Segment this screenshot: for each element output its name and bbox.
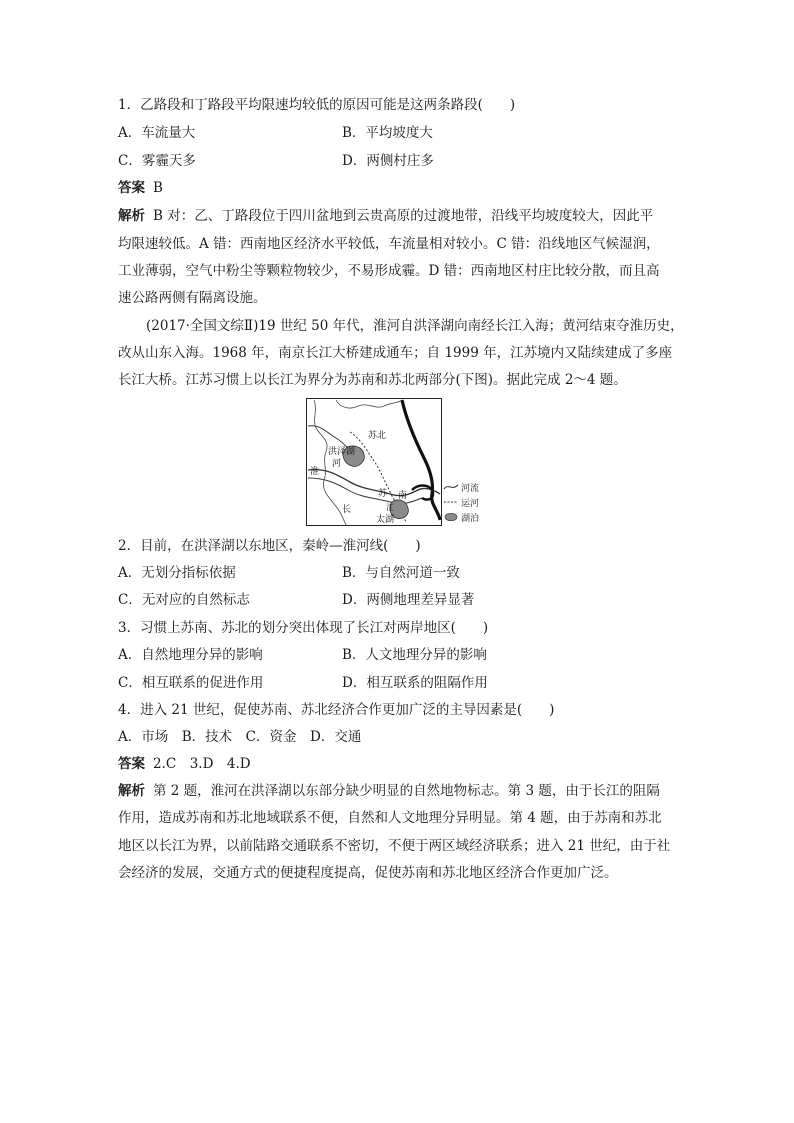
ans234-answer xyxy=(118,755,251,773)
q3-option-c: C．相互联系的促进作用 xyxy=(118,675,264,691)
q1-analysis-line-2: 均限速较低。A 错：西南地区经济水平较低，车流量相对较小。C 错：沿线地区气候湿润， xyxy=(118,236,660,252)
q1-option-c: C．雾霾天多 xyxy=(118,153,196,169)
legend-lake xyxy=(443,510,480,524)
ans234-analysis-line-2: 作用，造成苏南和苏北地域联系不便，自然和人文地理分异明显。第 4 题，由于苏南和苏北 xyxy=(118,810,662,826)
q1-answer xyxy=(118,179,163,197)
q1-option-d: D．两侧村庄多 xyxy=(342,153,434,169)
q3-stem: 3．习惯上苏南、苏北的划分突出体现了长江对两岸地区( ) xyxy=(118,620,489,636)
q3-option-b: B．人文地理分异的影响 xyxy=(342,647,487,663)
q1-analysis-line-3: 工业薄弱，空气中粉尘等颗粒物较少，不易形成霾。D 错：西南地区村庄比较分散，而且高 xyxy=(118,263,660,279)
passage-line-1: (2017·全国文综Ⅱ)19 世纪 50 年代，淮河自洪泽湖向南经长江入海；黄河结束夺淮历史， xyxy=(146,318,684,334)
passage-line-2: 改从山东入海。1968 年，南京长江大桥建成通车；自 1999 年，江苏境内又陆续建成了多座 xyxy=(118,345,673,361)
lake-symbol-icon xyxy=(443,511,459,523)
analysis-text: B 对：乙、丁路段位于四川盆地到云贵高原的过渡地带，沿线平均坡度较大，因此平 xyxy=(153,208,654,224)
q2-stem: 2．目前，在洪泽湖以东地区，秦岭—淮河线( ) xyxy=(118,538,421,554)
map-label-huai: 淮 xyxy=(310,467,320,477)
q1-analysis-line-1 xyxy=(118,207,653,225)
canal-symbol-icon xyxy=(443,497,459,507)
legend-river-label: 河流 xyxy=(461,484,480,494)
map-label-chang: 长 xyxy=(342,505,352,515)
ans234-analysis-line-3: 地区以长江为界，以前陆路交通联系不密切，不便于两区域经济联系；进入 21 世纪，由于社 xyxy=(118,838,671,854)
q2-option-b: B．与自然河道一致 xyxy=(342,565,460,581)
q1-option-a: A．车流量大 xyxy=(118,125,196,141)
answer-value: 2.C 3.D 4.D xyxy=(153,756,251,772)
q2-options-row-1 xyxy=(118,564,460,582)
q3-option-d: D．相互联系的阻隔作用 xyxy=(342,675,488,691)
q1-stem: 1．乙路段和丁路段平均限速均较低的原因可能是这两条路段( ) xyxy=(118,97,516,113)
map-label-su: 苏 xyxy=(378,489,388,499)
map-label-he: 河 xyxy=(332,459,342,469)
ans234-analysis-line-4: 会经济的发展，交通方式的便捷程度提高，促使苏南和苏北地区经济合作更加广泛。 xyxy=(118,865,618,881)
map-label-nan: 南 xyxy=(398,491,408,501)
q2-option-a: A．无划分指标依据 xyxy=(118,565,236,581)
q3-options-row-1 xyxy=(118,646,487,664)
answer-label: 答案 xyxy=(118,756,145,772)
legend-canal-label: 运河 xyxy=(461,499,480,509)
q1-analysis-line-4: 速公路两侧有隔离设施。 xyxy=(118,290,267,306)
answer-label: 答案 xyxy=(118,180,145,196)
map-label-jiang: 江 xyxy=(386,503,394,512)
q3-options-row-2 xyxy=(118,674,488,692)
map-figure xyxy=(306,398,442,526)
q2-options-row-2 xyxy=(118,591,475,609)
analysis-label: 解析 xyxy=(118,208,145,224)
q1-option-b: B．平均坡度大 xyxy=(342,125,433,141)
analysis-label: 解析 xyxy=(118,783,145,799)
q4-stem: 4．进入 21 世纪，促使苏南、苏北经济合作更加广泛的主导因素是( ) xyxy=(118,702,555,718)
legend-lake-label: 湖泊 xyxy=(461,514,480,524)
map-label-subei: 苏北 xyxy=(368,431,387,441)
map-label-hongze: 洪泽湖 xyxy=(328,447,356,457)
legend-canal xyxy=(443,495,480,509)
q2-option-c: C．无对应的自然标志 xyxy=(118,592,250,608)
map-legend xyxy=(443,480,493,526)
legend-river xyxy=(443,480,480,494)
map-label-taihu: 太湖 xyxy=(376,515,395,525)
q3-option-a: A．自然地理分异的影响 xyxy=(118,647,263,663)
passage-line-3: 长江大桥。江苏习惯上以长江为界分为苏南和苏北两部分(下图)。据此完成 2～4 题。 xyxy=(118,372,627,388)
answer-value: B xyxy=(153,180,163,196)
river-symbol-icon xyxy=(443,482,459,492)
ans234-analysis-line-1 xyxy=(118,782,660,800)
q4-options: A．市场 B．技术 C．资金 D．交通 xyxy=(118,729,362,745)
analysis-text: 第 2 题，淮河在洪泽湖以东部分缺少明显的自然地物标志。第 3 题，由于长江的阻隔 xyxy=(153,783,660,799)
q1-options-row-2 xyxy=(118,152,434,170)
q2-option-d: D．两侧地理差异显著 xyxy=(342,592,475,608)
q1-options-row-1 xyxy=(118,124,433,142)
